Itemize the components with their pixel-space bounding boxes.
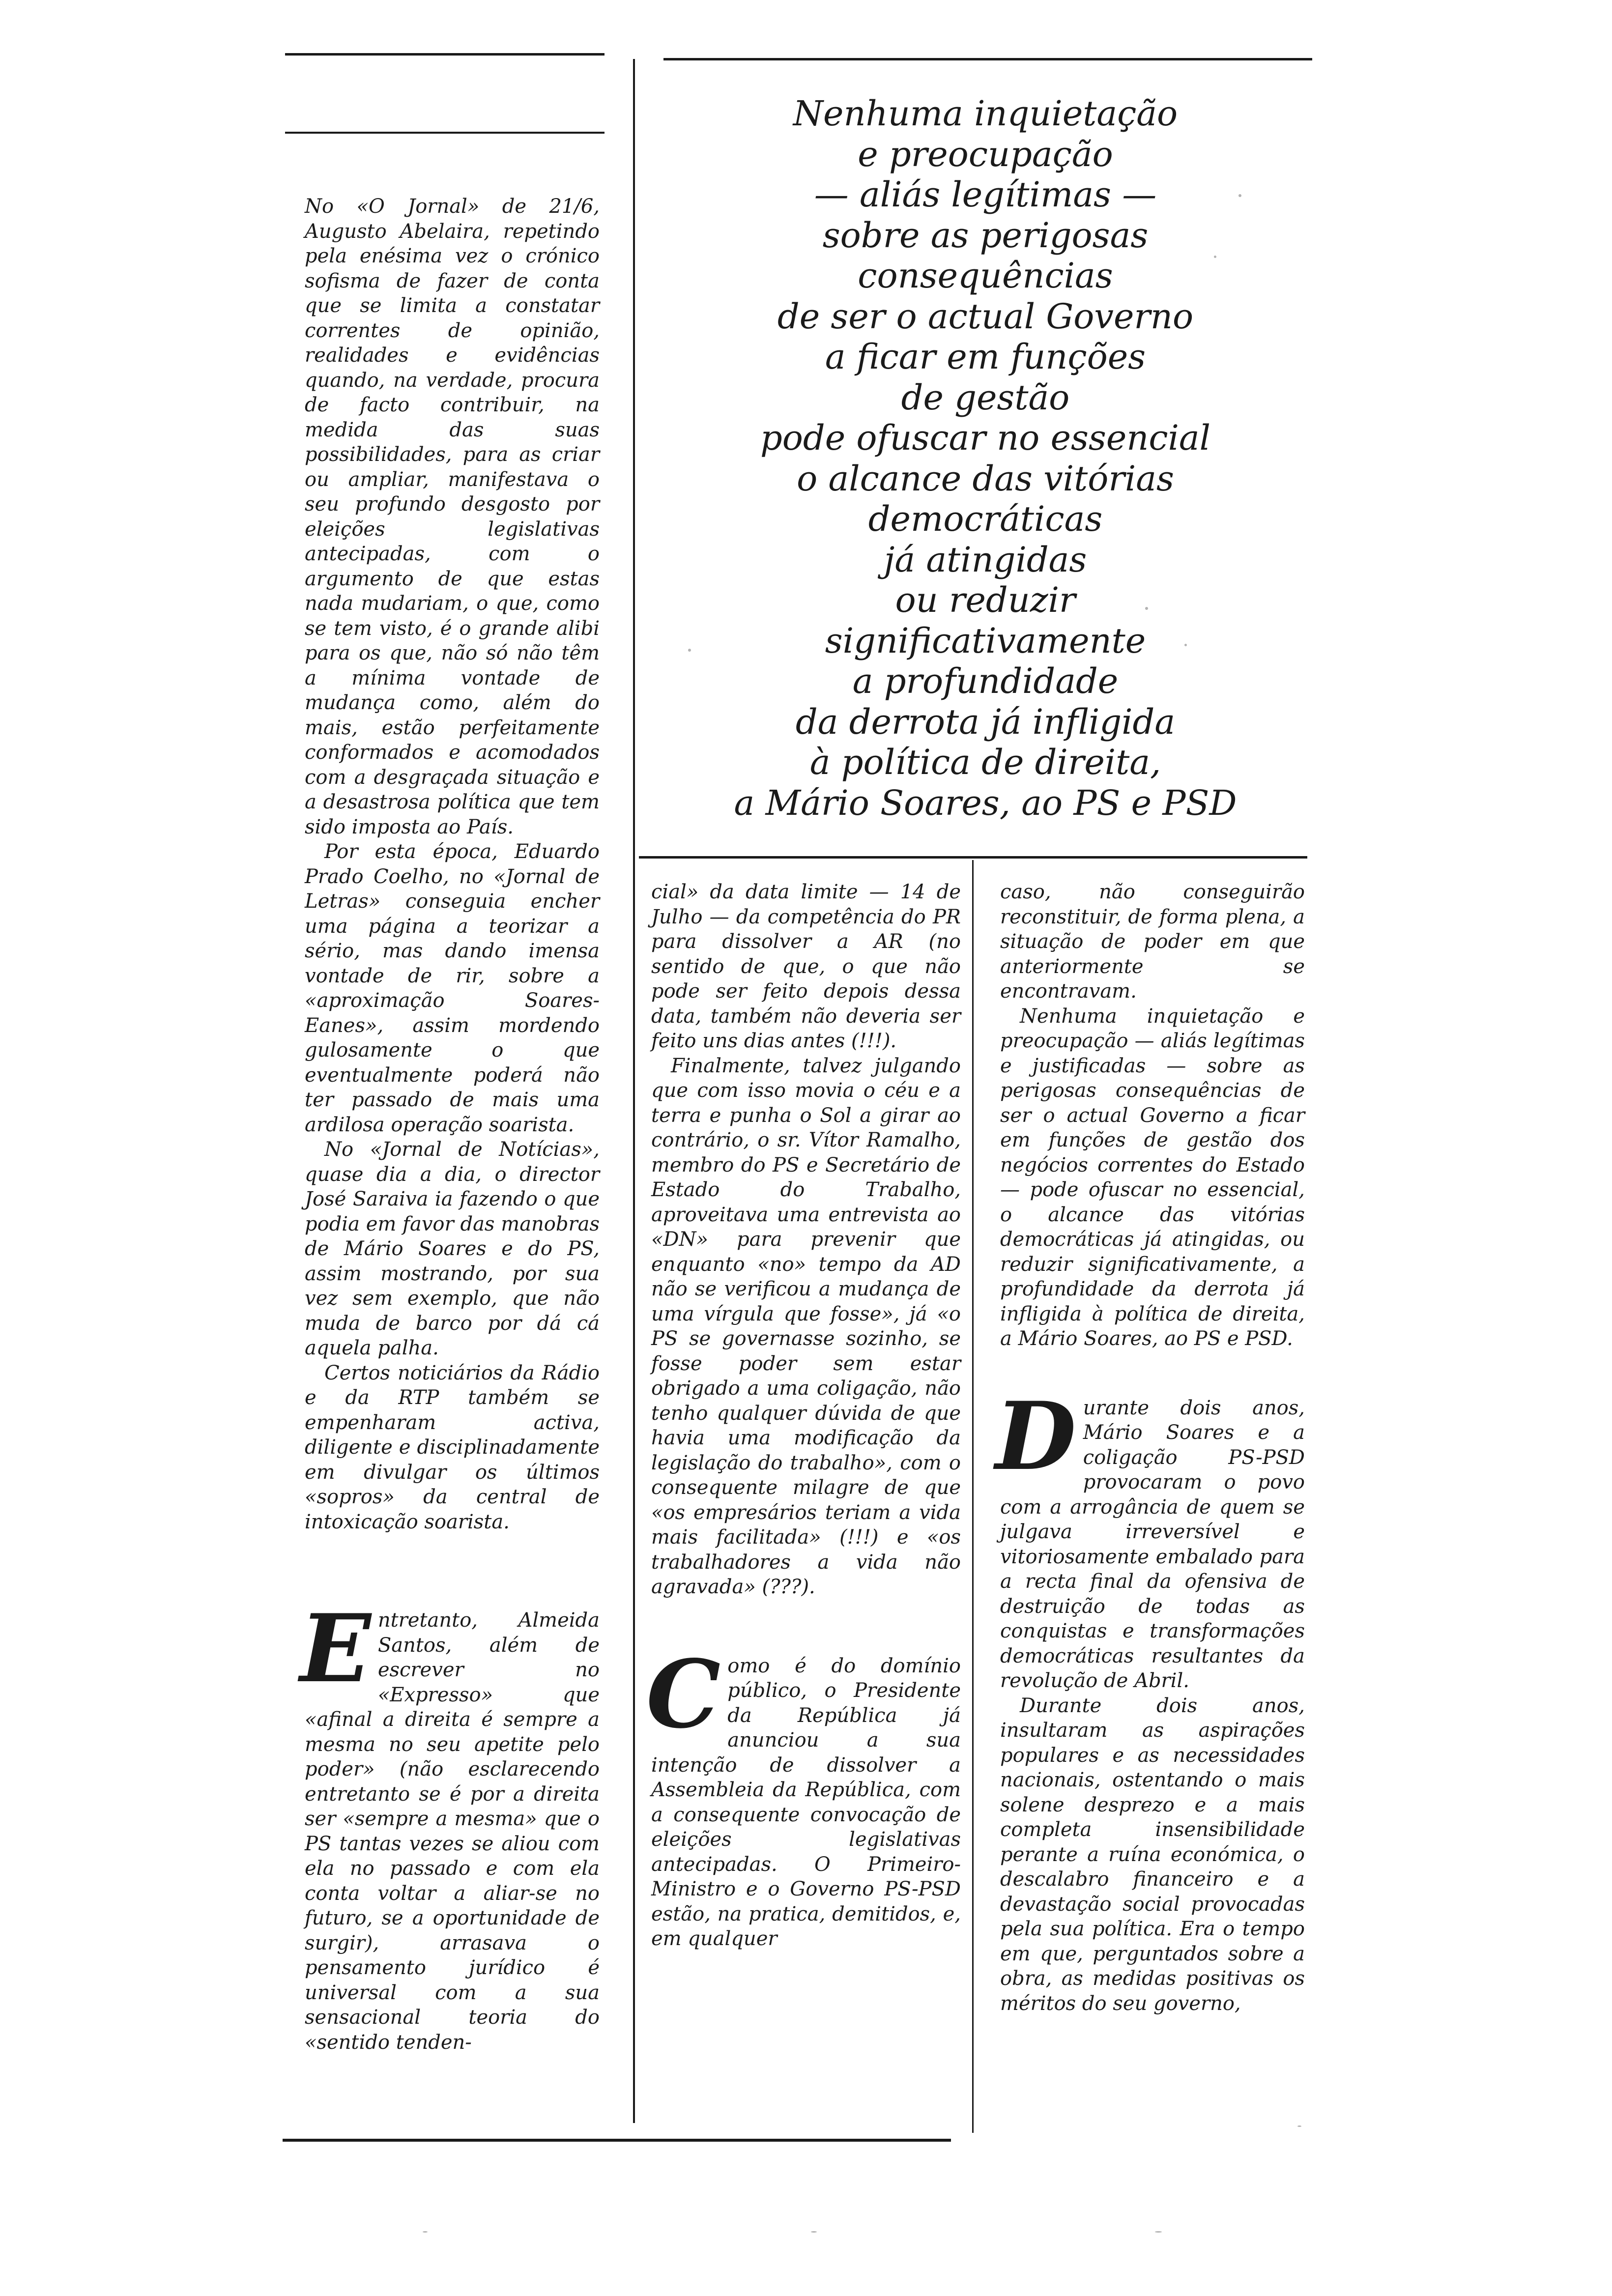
bottom-rule bbox=[283, 2139, 951, 2142]
scan-speck bbox=[1155, 2231, 1162, 2233]
paragraph-text: ntretanto, Almeida Santos, além de escrever no «Expresso» que «afinal a direita é sempre a mesma no seu apetite pelo poder» (não esclarecendo entretanto se é por a direita ser «sempre a mesma» que o PS tantas vezes se aliou com ela no passado e com ela conta voltar a aliar-se no futuro, se a oportunidade de surgir), arrasava o pensamento jurídico é universal com a sua sensacional teoria do «sentido tenden- bbox=[305, 1609, 600, 2054]
scan-speck bbox=[1238, 194, 1241, 197]
pull-quote-bottom-rule bbox=[639, 856, 1307, 859]
pull-quote-line: a ficar em funções bbox=[825, 337, 1146, 377]
paragraph-with-dropcap bbox=[300, 1594, 600, 2055]
pull-quote-line: o alcance das vitórias bbox=[797, 458, 1174, 499]
paragraph-with-dropcap bbox=[995, 1381, 1305, 1693]
paragraph: Nenhuma inquietação e preocupação — aliás legítimas e justificadas — sobre as perigosas consequências de ser o actual Governo a ficar em funções de gestão dos negócios correntes do Estado — pode ofuscar no essencial, o alcance das vitórias democráticas já atingidas, ou reduzir significativamente, a profundidade da derrota já infligida à política de direita, a Mário Soares, ao PS e PSD. bbox=[1000, 1004, 1305, 1350]
column-divider-vertical-2 bbox=[972, 860, 974, 2133]
paragraph-with-dropcap bbox=[646, 1639, 961, 1952]
paragraph: Finalmente, talvez julgando que com isso movia o céu e a terra e punha o Sol a girar ao contrário, o sr. Vítor Ramalho, membro do PS e Secretário de Estado do Trabalho, aproveitava uma entrevista ao «DN» para prevenir que enquanto «no» tempo da AD não se verificou a mudança de uma vírgula que fosse», já «o PS se governasse sozinho, se fosse poder sem estar obrigado a uma coligação, não tenho qualquer dúvida de que havia uma modificação da legislação do trabalho», com o consequente milagre de que «os empresários teriam a vida mais facilitada» (!!!) e «os trabalhadores a vida não agravada» (???). bbox=[651, 1054, 961, 1598]
pull-quote-line: ou reduzir bbox=[895, 580, 1076, 620]
pull-quote-line: — aliás legítimas — bbox=[814, 174, 1157, 215]
top-rule-left bbox=[285, 53, 604, 56]
pull-quote-line: a Mário Soares, ao PS e PSD bbox=[734, 782, 1237, 823]
pull-quote-line: à política de direita, bbox=[809, 742, 1161, 782]
pull-quote-line: significativamente bbox=[825, 620, 1146, 661]
paragraph: No «Jornal de Notícias», quase dia a dia, o director José Saraiva ia fazendo o que podia em favor das manobras de Mário Soares e do PS, assim mostrando, por sua vez sem exemplo, que não muda de barco por dá cá aquela palha. bbox=[305, 1138, 600, 1359]
paragraph: cial» da data limite — 14 de Julho — da competência do PR para dissolver a AR (no sentido de que, o que não pode ser feito depois dessa data, também não deveria ser feito uns dias antes (!!!). bbox=[651, 881, 961, 1052]
pull-quote-line: a profundidade bbox=[852, 661, 1119, 701]
pull-quote-line: de gestão bbox=[901, 377, 1070, 418]
pull-quote-line: consequências bbox=[858, 256, 1113, 296]
pull-quote-line: de ser o actual Governo bbox=[777, 296, 1194, 337]
article-column-2 bbox=[646, 880, 961, 1952]
scan-speck bbox=[811, 2231, 817, 2233]
article-column-1 bbox=[300, 194, 600, 2055]
column-divider-vertical bbox=[633, 59, 635, 2123]
paragraph: caso, não conseguirão reconstituir, de forma plena, a situação de poder em que anteriormente se encontravam. bbox=[1000, 881, 1305, 1003]
pull-quote-line: pode ofuscar no essencial bbox=[760, 418, 1211, 458]
pull-quote-line: sobre as perigosas bbox=[822, 215, 1149, 256]
dropcap: E bbox=[300, 1594, 371, 1703]
paragraph: No «O Jornal» de 21/6, Augusto Abelaira, repetindo pela enésima vez o crónico sofisma de fazer de conta que se limita a constatar correntes de opinião, realidades e evidências quando, na verdade, procura de facto contribuir, na medida das suas possibilidades, para as criar ou ampliar, manifestava o seu profundo desgosto por eleições legislativas antecipadas, com o argumento de que estas nada mudariam, o que, como se tem visto, é o grande alibi para os que, não só não têm a mínima vontade de mudança como, além do mais, estão perfeitamente conformados e acomodados com a desgraçada situação e a desastrosa política que tem sido imposta ao País. bbox=[305, 195, 600, 838]
paragraph-text: urante dois anos, Mário Soares e a coligação PS-PSD provocaram o povo com a arrogância de quem se julgava irreversível e vitoriosamente embalado para a recta final da ofensiva de destruição de todas as conquistas e transformações democráticas resultantes da revolução de Abril. bbox=[1000, 1396, 1305, 1692]
scan-speck bbox=[1297, 2125, 1301, 2127]
scan-speck bbox=[688, 649, 691, 652]
top-rule-right bbox=[663, 58, 1312, 60]
second-rule-left bbox=[285, 132, 604, 134]
paragraph-text: omo é do domínio público, o Presidente da República já anunciou a sua intenção de dissolver a Assembleia da República, com a consequente convocação de eleições legislativas antecipadas. O Primeiro-Ministro e o Governo PS-PSD estão, na pratica, demitidos, e, em qualquer bbox=[651, 1654, 961, 1950]
pull-quote-line: democráticas bbox=[868, 499, 1103, 539]
pull-quote bbox=[659, 93, 1312, 823]
article-column-3 bbox=[995, 880, 1305, 2016]
scan-speck bbox=[1145, 607, 1148, 610]
paragraph: Certos noticiários da Rádio e da RTP também se empenharam activa, diligente e disciplinadamente em divulgar os últimos «sopros» da central de intoxicação soarista. bbox=[305, 1361, 600, 1533]
scan-speck bbox=[1214, 256, 1216, 258]
pull-quote-line: da derrota já infligida bbox=[795, 701, 1176, 742]
scan-speck bbox=[1184, 644, 1187, 646]
pull-quote-line: e preocupação bbox=[858, 134, 1113, 174]
pull-quote-line: já atingidas bbox=[884, 539, 1087, 580]
dropcap: C bbox=[646, 1639, 721, 1749]
dropcap: D bbox=[995, 1381, 1076, 1491]
paragraph: Durante dois anos, insultaram as aspirações populares e as necessidades nacionais, ostentando o mais solene desprezo e a mais completa insensibilidade perante a ruína económica, o descalabro financeiro e a devastação social provocadas pela sua política. Era o tempo em que, perguntados sobre a obra, as medidas positivas os méritos do seu governo, bbox=[1000, 1694, 1305, 2015]
paragraph: Por esta época, Eduardo Prado Coelho, no «Jornal de Letras» conseguia encher uma página a teorizar a sério, mas dando imensa vontade de rir, sobre a «aproximação Soares-Eanes», assim mordendo gulosamente o que eventualmente poderá não ter passado de mais uma ardilosa operação soarista. bbox=[305, 840, 600, 1136]
pull-quote-line: Nenhuma inquietação bbox=[793, 93, 1178, 134]
scan-speck bbox=[423, 2231, 428, 2233]
